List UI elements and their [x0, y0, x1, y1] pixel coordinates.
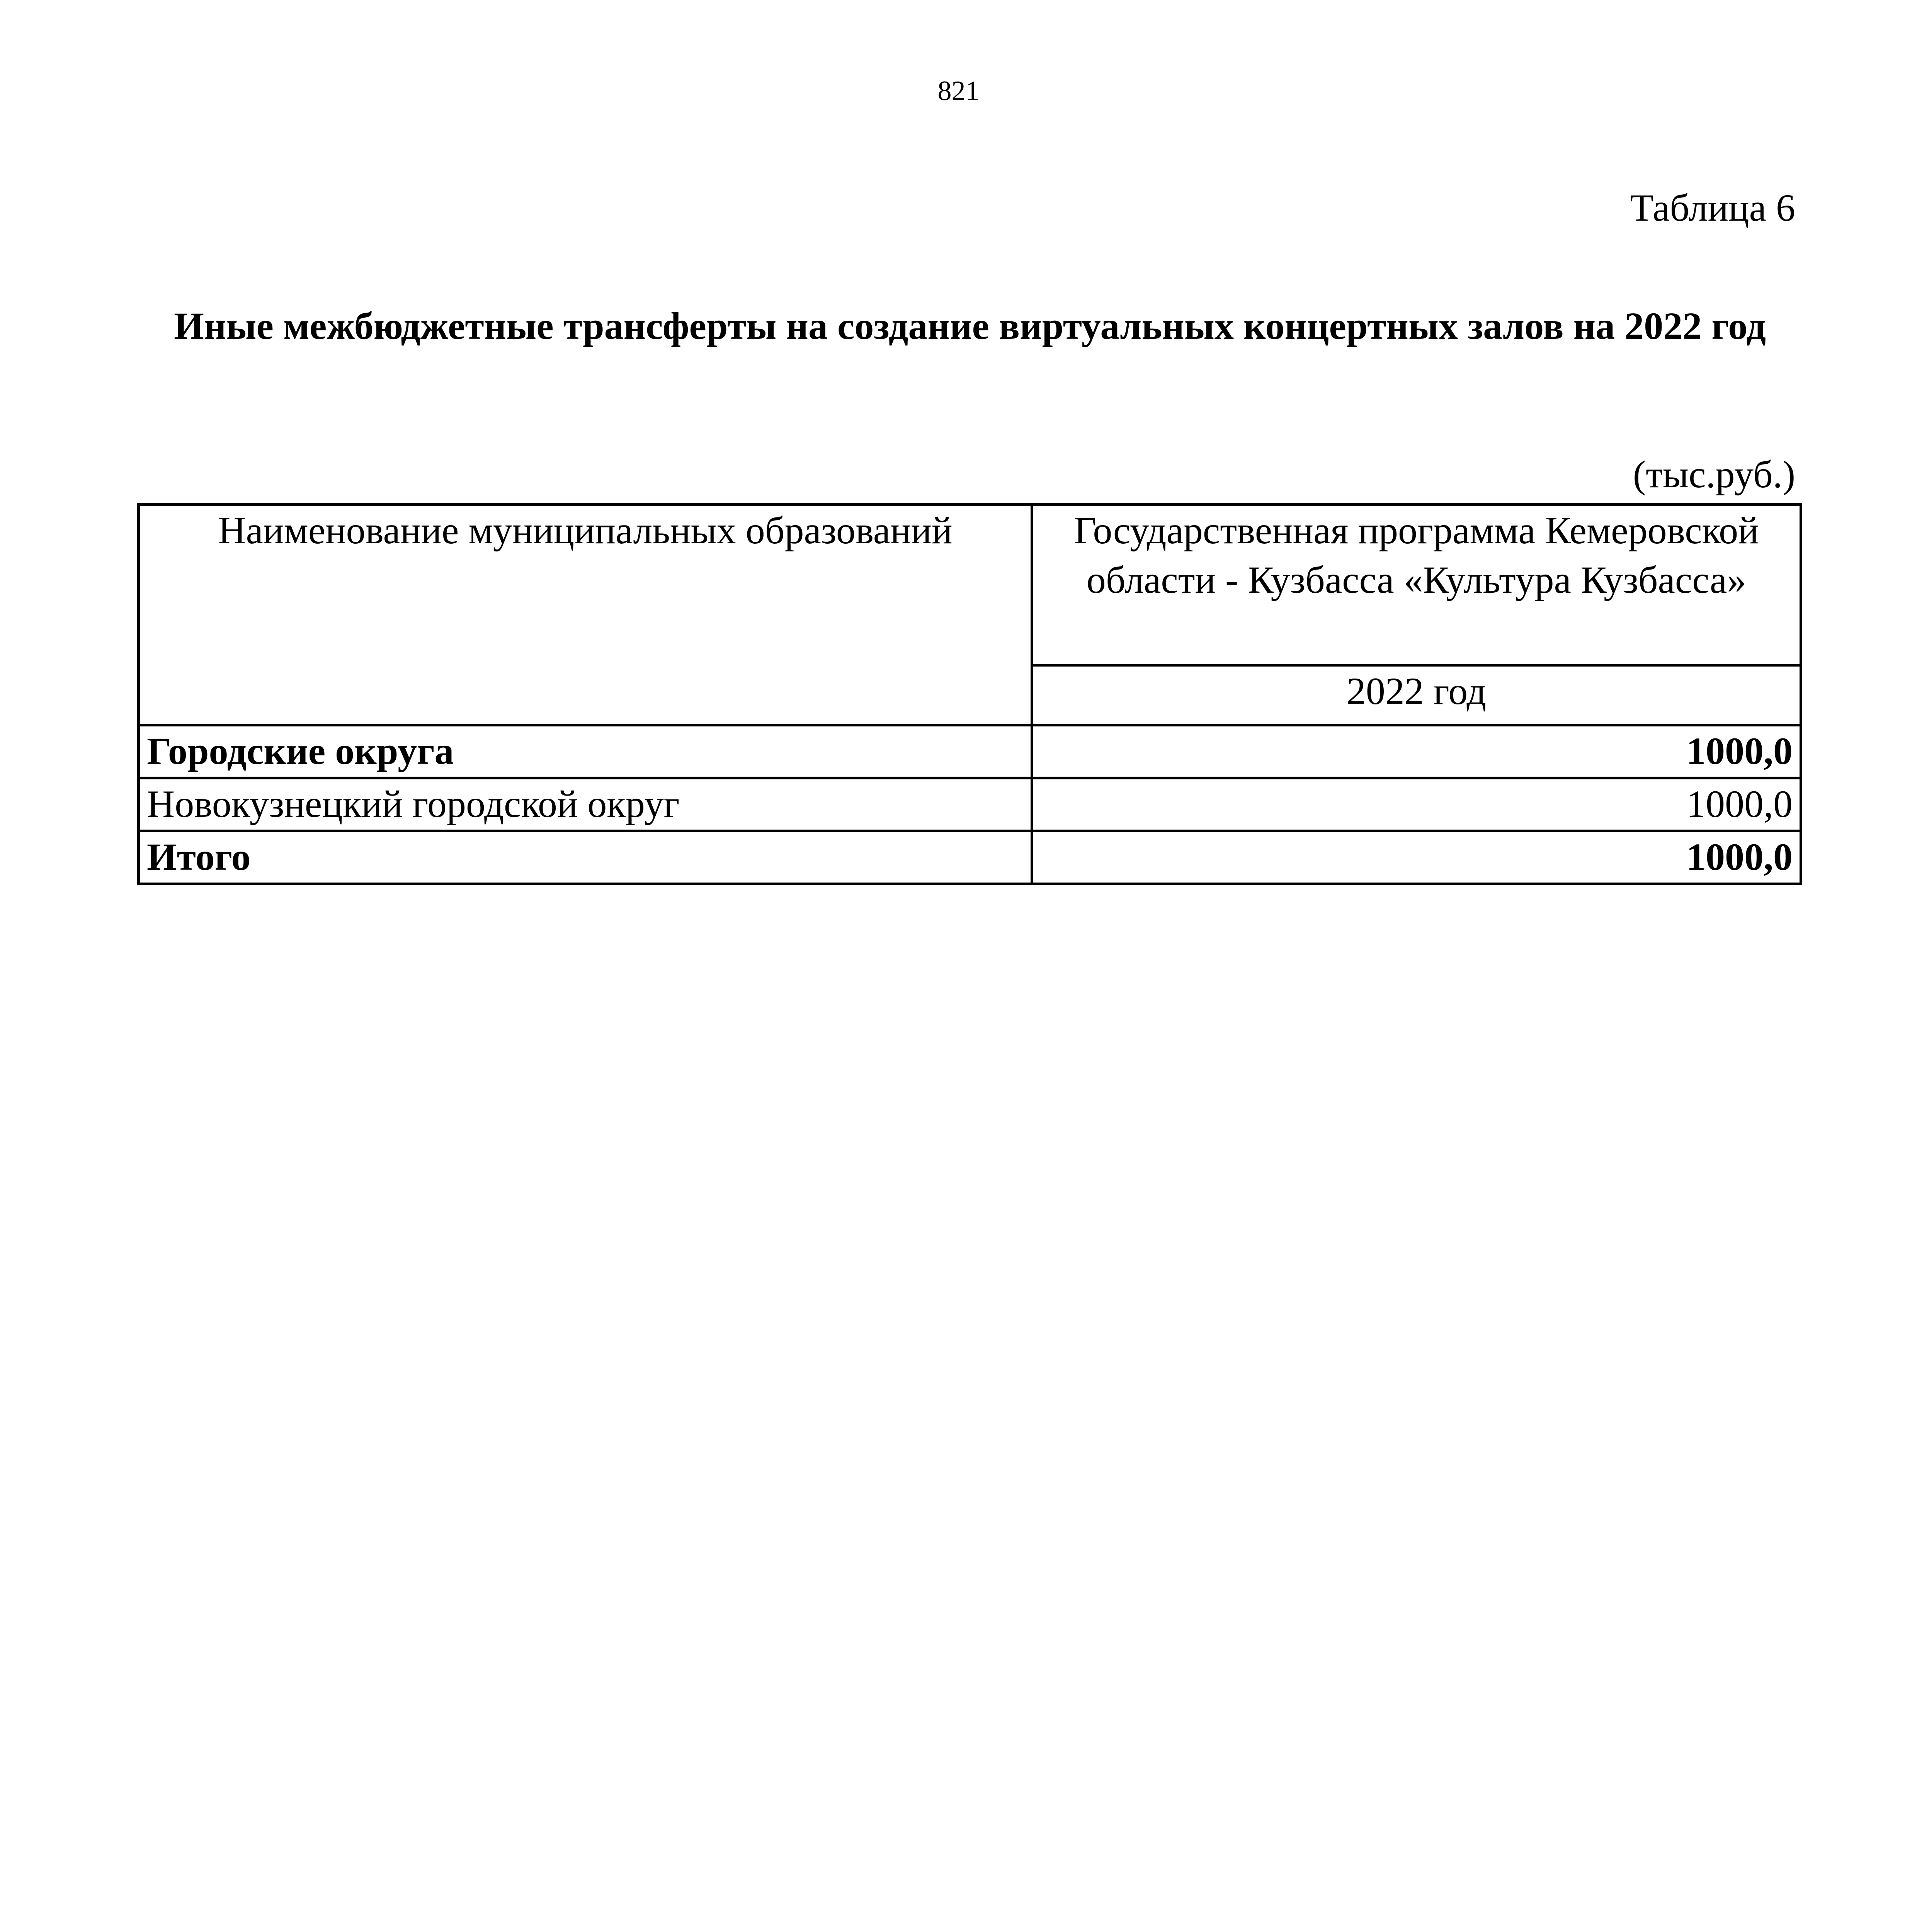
row-name: Итого [139, 831, 1032, 884]
row-name: Городские округа [139, 725, 1032, 778]
transfers-table [137, 503, 1802, 885]
row-value: 1000,0 [1032, 778, 1801, 831]
table-row-novokuznetsk [139, 778, 1801, 831]
row-value: 1000,0 [1032, 725, 1801, 778]
table-label: Таблица 6 [1630, 186, 1795, 229]
units-label: (тыс.руб.) [1633, 453, 1795, 496]
header-program: Государственная программа Кемеровской области - Кузбасса «Культура Кузбасса» [1032, 505, 1801, 665]
row-name: Новокузнецкий городской округ [139, 778, 1032, 831]
page-number: 821 [937, 75, 980, 106]
table-header-row [139, 505, 1801, 665]
header-year: 2022 год [1032, 665, 1801, 725]
table-row-total [139, 831, 1801, 884]
row-value: 1000,0 [1032, 831, 1801, 884]
document-title: Иные межбюджетные трансферты на создание виртуальных концертных залов на 2022 год [174, 304, 1766, 347]
table-row-urban-districts [139, 725, 1801, 778]
header-municipality-name: Наименование муниципальных образований [139, 505, 1032, 725]
